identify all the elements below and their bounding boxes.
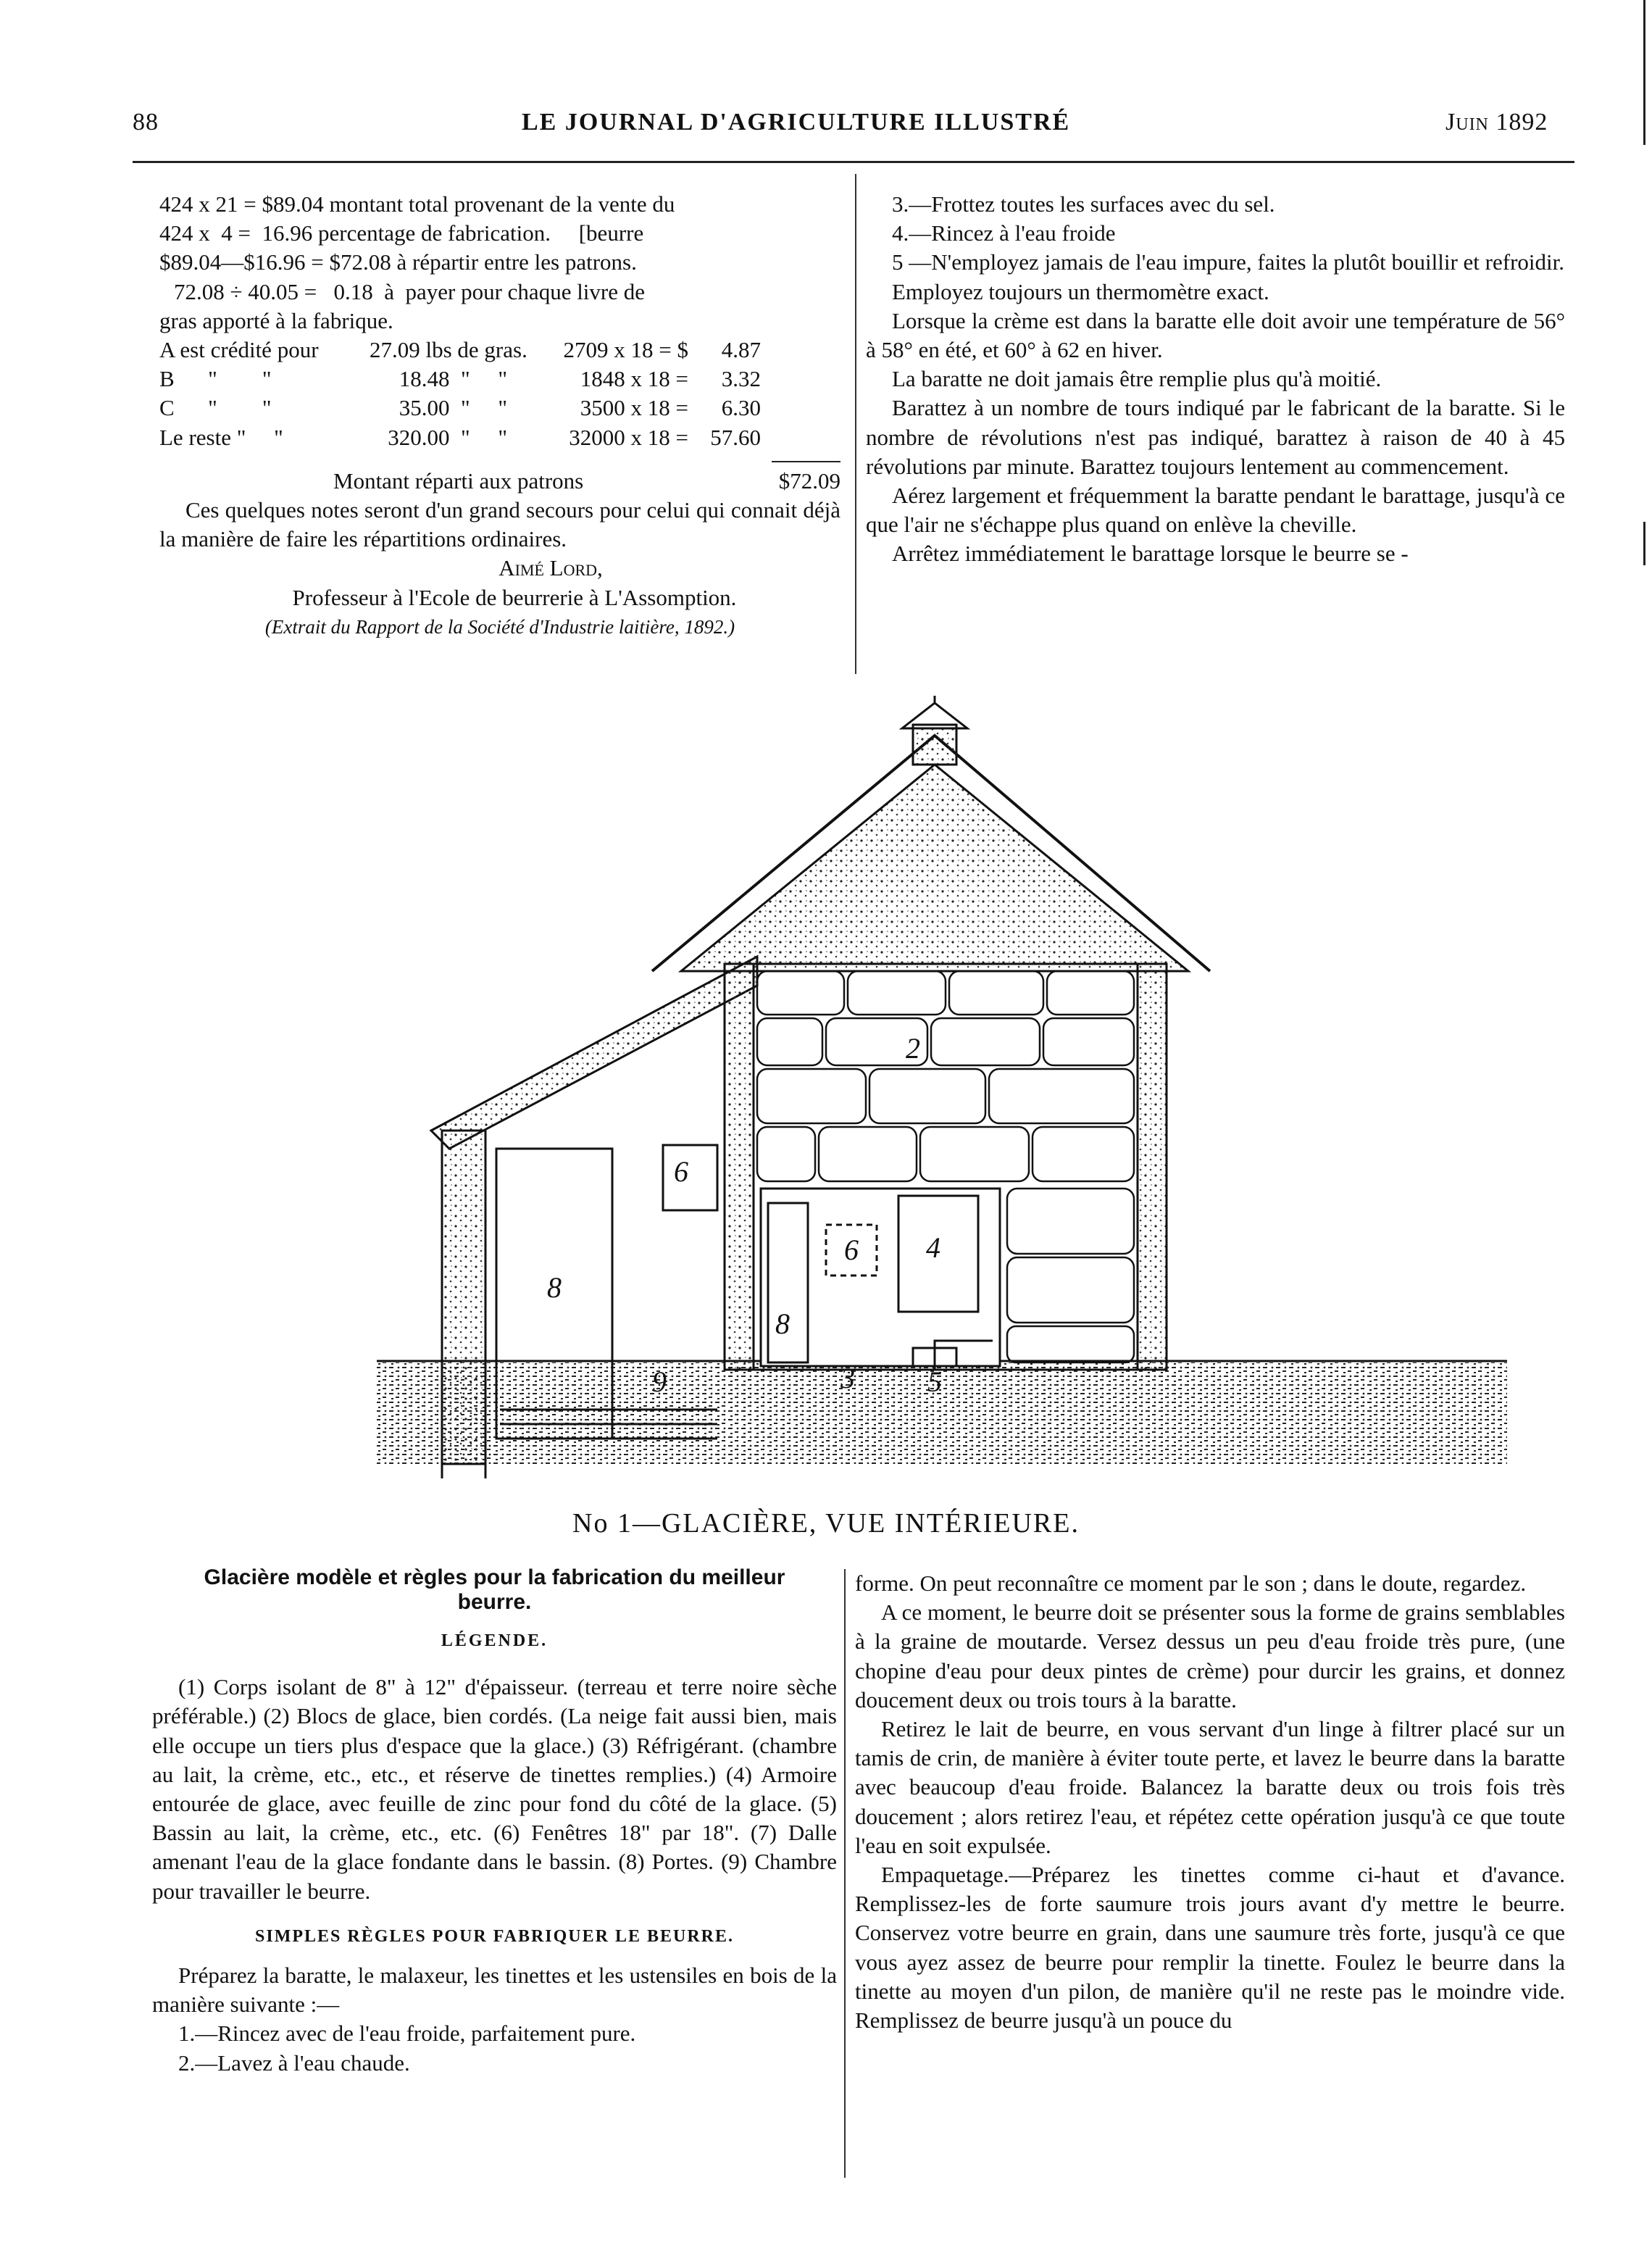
credit-calc: 32000 x 18 = (569, 424, 688, 450)
credit-amount: 57.60 (710, 424, 761, 450)
aeration-paragraph: Aérez largement et fréquemment la baratte pendant le barattage, jusqu'à ce que l'air ne s'échappe plus quand on enlève la cheville. (866, 483, 1565, 538)
bottom-column-rule (844, 1569, 846, 2178)
churn-speed-paragraph: Barattez à un nombre de tours indiqué par le fabricant de la baratte. Si le nombre de révolutions n'est pas indiqué, barattez à raison de 40 à 45 révolutions par minute. Barattez toujours lentement au commencement. (866, 395, 1565, 479)
grains-paragraph: A ce moment, le beurre doit se présenter sous la forme de grains semblables à la graine de moutarde. Versez dessus un peu d'eau froide très pure, (une chopine d'eau pour deux pintes de crème) pour durcir les grains, et donnez doucement deux ou trois tours à la baratte. (855, 1599, 1565, 1713)
legend-text: (1) Corps isolant de 8" à 12" d'épaisseur. (terreau et terre noire sèche préférable.) (2) Blocs de glace, bien cordés. (La neige fait aussi bien, mais elle occupe un tiers plus d'espace que la glace.) (3) Réfrigérant. (chambre au lait, la crème, etc., etc., et réserve de tinettes remplies.) (4) Armoire entourée de glace, avec feuille de zinc pour fond du côté de la glace. (5) Bassin au lait, la crème, etc., etc. (6) Fenêtres 18" par 18". (7) Dalle amenant l'eau de la glace fondante dans le bassin. (8) Portes. (9) Chambre pour travailler le beurre. (152, 1674, 837, 1904)
credit-label: A est crédité pour (159, 337, 319, 363)
cupola (913, 725, 956, 765)
ice-house-illustration (362, 696, 1594, 1522)
bottom-right-column (855, 1569, 1565, 2035)
temperature-paragraph: Lorsque la crème est dans la baratte elle doit avoir une température de 56° à 58° en été, et 60° à 62 en hiver. (866, 307, 1565, 363)
fig-label-window-left: 6 (674, 1155, 688, 1188)
fill-paragraph: La baratte ne doit jamais être remplie plus qu'à moitié. (892, 366, 1382, 392)
margin-mark (1643, 0, 1645, 145)
author-name: Aimé Lord, (498, 555, 603, 581)
credit-amount: 6.30 (721, 395, 761, 421)
credit-calc: 3500 x 18 = (580, 395, 688, 421)
fig-label-door-center: 8 (775, 1307, 790, 1340)
fig-label-cold-room: 3 (840, 1362, 855, 1394)
credit-row (159, 394, 840, 423)
rule-3: 3.—Frottez toutes les surfaces avec du sel. (892, 191, 1275, 217)
rule-4: 4.—Rincez à l'eau froide (892, 220, 1116, 246)
journal-title: LE JOURNAL D'AGRICULTURE ILLUSTRÉ (522, 109, 1071, 136)
rules-heading: SIMPLES RÈGLES POUR FABRIQUER LE BEURRE. (255, 1926, 734, 1946)
stop-churning-paragraph: Arrêtez immédiatement le barattage lorsque le beurre se - (892, 541, 1409, 567)
bottom-left-column (152, 1565, 837, 2078)
credit-amount: 3.32 (721, 366, 761, 392)
window-6-left (663, 1145, 717, 1210)
shed-insulation (442, 1131, 485, 1464)
fig-label-ice: 2 (906, 1032, 920, 1065)
total-value: $72.09 (778, 467, 840, 494)
fig-label-basin: 5 (927, 1365, 942, 1398)
calc-line: 424 x 4 = 16.96 percentage de fabrication. [beurre (159, 220, 644, 246)
ground-soil (377, 1362, 1507, 1464)
rules-intro: Préparez la baratte, le malaxeur, les tinettes et les ustensiles en bois de la manière suivante :— (152, 1963, 837, 2018)
rule-5: 5 —N'employez jamais de l'eau impure, faites la plutôt bouillir et refroidir. (892, 249, 1564, 275)
author-title: Professeur à l'Ecole de beurrerie à L'Assomption. (292, 584, 737, 610)
credit-row (159, 365, 840, 394)
legend-heading: LÉGENDE. (441, 1631, 548, 1650)
source-citation: (Extrait du Rapport de la Société d'Industrie laitière, 1892.) (264, 615, 735, 638)
right-wall-insulation (1138, 964, 1167, 1370)
fig-label-door-left: 8 (547, 1271, 562, 1304)
credit-calc: 2709 x 18 = $ (563, 337, 688, 363)
credit-weight: 35.00 " " (399, 395, 507, 421)
issue-date: Juin 1892 (1446, 109, 1548, 136)
figure-caption: No 1—GLACIÈRE, VUE INTÉRIEURE. (572, 1508, 1080, 1539)
top-right-column (866, 190, 1565, 569)
calc-line: $89.04—$16.96 = $72.08 à répartir entre les patrons. (159, 249, 637, 275)
credit-weight: 18.48 " " (399, 366, 507, 392)
credit-calc: 1848 x 18 = (580, 366, 688, 392)
section-title: Glacière modèle et règles pour la fabrication du meilleur beurre. (204, 1565, 785, 1614)
header-rule (133, 161, 1574, 163)
credit-row (159, 336, 840, 365)
packing-paragraph: Empaquetage.—Préparez les tinettes comme ci-haut et d'avance. Remplissez-les de forte saumure trois jours avant d'y mettre le beurre. Conservez votre beurre en grain, dans une saumure très forte, jusqu'à ce que vous ayez assez de beurre pour remplir la tinette. Foulez le beurre dans la tinette au moyen d'un pilon, de manière qu'il ne reste pas le moindre vide. Remplissez de beurre jusqu'à un pouce du (855, 1862, 1565, 2034)
top-column-rule (855, 174, 856, 674)
page-number: 88 (133, 109, 159, 136)
buttermilk-paragraph: Retirez le lait de beurre, en vous servant d'un linge à filtrer placé sur un tamis de crin, de manière à éviter toute perte, et lavez le beurre dans la baratte avec beaucoup d'eau froide. Balancez la baratte deux ou trois fois très doucement ; alors retirez l'eau, et répétez cette opération jusqu'à ce que toute l'eau en soit expulsée. (855, 1716, 1565, 1858)
fig-label-cabinet: 4 (926, 1231, 940, 1264)
top-left-column (159, 190, 840, 641)
calc-line: gras apporté à la fabrique. (159, 307, 393, 333)
thermometer-paragraph: Employez toujours un thermomètre exact. (892, 278, 1269, 304)
credit-label: C " " (159, 395, 272, 421)
total-row (159, 467, 840, 496)
calculation-block (159, 190, 840, 452)
total-label: Montant réparti aux patrons (333, 467, 584, 494)
fig-label-workroom: 9 (652, 1365, 667, 1398)
credit-amount: 4.87 (721, 337, 761, 363)
rule-1: 1.—Rincez avec de l'eau froide, parfaitement pure. (178, 2021, 636, 2047)
total-underline (772, 461, 840, 462)
credit-weight: 320.00 " " (388, 424, 507, 450)
calc-line: 424 x 21 = $89.04 montant total provenant de la vente du (159, 191, 675, 217)
credit-label: B " " (159, 366, 272, 392)
notes-paragraph: Ces quelques notes seront d'un grand secours pour celui qui connait déjà la manière de faire les répartitions ordinaires. (159, 497, 840, 552)
cold-room-3 (761, 1189, 1000, 1366)
fig-label-window-center: 6 (844, 1233, 859, 1266)
margin-mark (1643, 522, 1645, 565)
left-wall-insulation (725, 964, 754, 1370)
credit-label: Le reste " " (159, 424, 283, 450)
calc-line: 72.08 ÷ 40.05 = 0.18 à payer pour chaque livre de (174, 278, 646, 304)
lean-to-roof (431, 957, 757, 1149)
rule-2: 2.—Lavez à l'eau chaude. (178, 2050, 410, 2076)
credit-row (159, 423, 840, 452)
gable-insulation (681, 765, 1188, 971)
credit-weight: 27.09 lbs de gras. (370, 337, 527, 363)
sound-paragraph: forme. On peut reconnaître ce moment par le son ; dans le doute, regardez. (855, 1570, 1527, 1596)
